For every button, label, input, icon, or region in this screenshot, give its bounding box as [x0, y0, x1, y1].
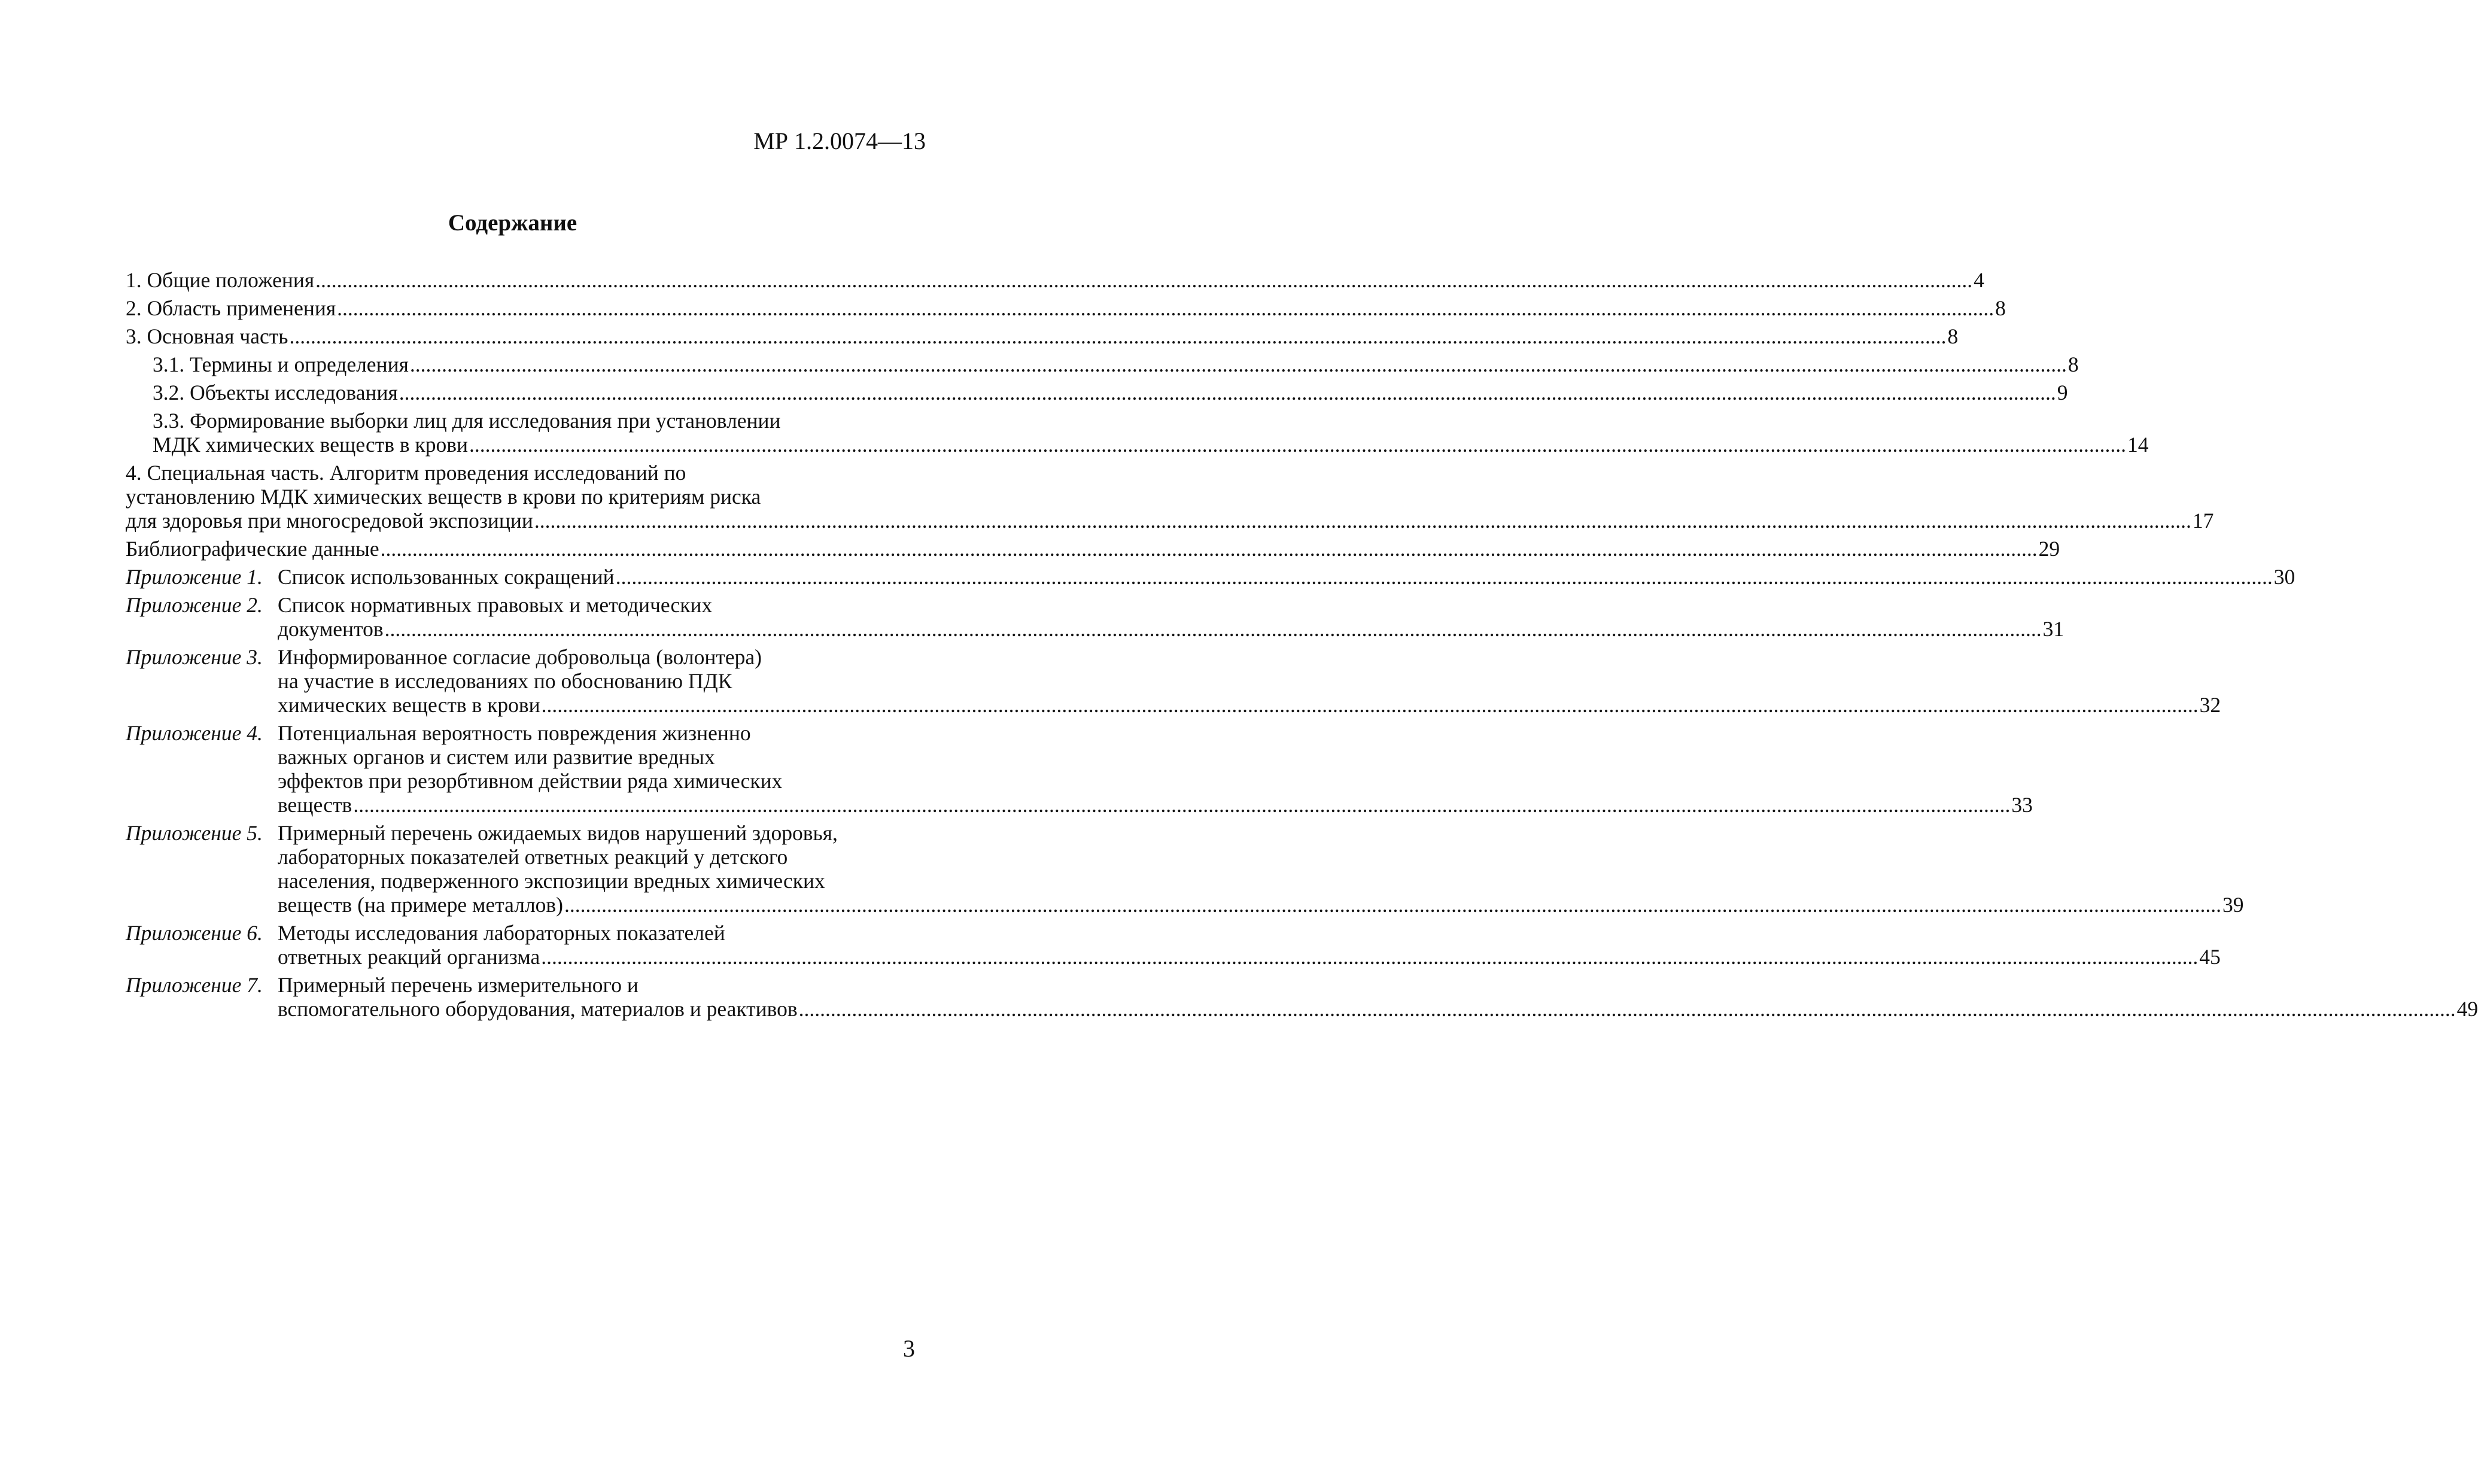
toc-entry-text: Примерный перечень измерительного и: [278, 973, 638, 997]
toc-entry-body: [278, 821, 2244, 917]
toc-entry: [153, 409, 2149, 457]
toc-entry-line: [278, 593, 2064, 617]
toc-entry-text: Потенциальная вероятность повреждения жизненно: [278, 721, 751, 745]
toc-entry-line: [153, 352, 2079, 376]
toc-entry-prefix: Приложение 1.: [126, 565, 263, 589]
toc-entry-line: [126, 461, 2214, 485]
toc-entry: [126, 565, 2295, 589]
toc-entry-text: Библиографические данные: [126, 537, 379, 561]
dot-leader: [353, 793, 2010, 817]
toc-entry-prefix: Приложение 6.: [126, 921, 263, 945]
toc-entry-text: 4. Специальная часть. Алгоритм проведения исследований по: [126, 461, 686, 485]
toc-entry-body: [278, 721, 2033, 817]
toc-entry: [126, 324, 1959, 348]
toc-entry-text: эффектов при резорбтивном действии ряда химических: [278, 769, 783, 793]
dot-leader: [315, 268, 1972, 292]
toc-entry-text: важных органов и систем или развитие вредных: [278, 745, 715, 769]
toc-entry-text: ответных реакций организма: [278, 945, 540, 969]
toc-entry-text: веществ: [278, 793, 352, 817]
toc-page-number: 39: [2222, 893, 2244, 917]
toc-entry-prefix: Приложение 7.: [126, 973, 263, 997]
toc-entry-body: [278, 921, 2221, 969]
toc-entry-body: [153, 352, 2079, 376]
page-title: Содержание: [448, 210, 577, 236]
toc-page-number: 31: [2042, 617, 2065, 641]
toc-entry-body: [278, 645, 2221, 717]
toc-page-number: 29: [2038, 537, 2060, 561]
toc-entry-line: [278, 669, 2221, 693]
toc-page-number: 8: [1947, 324, 1959, 348]
toc-entry-line: [278, 565, 2295, 589]
toc-entry-text: 1. Общие положения: [126, 268, 315, 292]
toc-entry: [126, 721, 2033, 817]
dot-leader: [399, 381, 2056, 405]
toc-entry-line: [278, 793, 2033, 817]
page-number: 3: [903, 1335, 915, 1362]
toc-entry-text: МДК химических веществ в крови: [153, 433, 469, 457]
toc-page-number: 30: [2273, 565, 2295, 589]
toc-entry-line: [153, 409, 2149, 433]
toc-page-number: 49: [2456, 997, 2478, 1021]
toc-entry-text: 3.1. Термины и определения: [153, 352, 409, 376]
toc-entry-text: Список использованных сокращений: [278, 565, 615, 589]
toc-entry-line: [278, 745, 2033, 769]
toc-page-number: 4: [1974, 268, 1984, 292]
toc-entry: [126, 593, 2065, 641]
toc-entry-text: химических веществ в крови: [278, 693, 540, 717]
toc-entry-line: [278, 869, 2244, 893]
toc-entry-body: [153, 381, 2068, 405]
toc-entry-line: [278, 821, 2244, 845]
toc-entry-text: Примерный перечень ожидаемых видов нарушений здоровья,: [278, 821, 838, 845]
toc-entry-line: [278, 645, 2221, 669]
toc-entry-text: документов: [278, 617, 384, 641]
toc-page-number: 9: [2057, 381, 2068, 405]
dot-leader: [410, 352, 2067, 376]
toc-entry: [153, 381, 2068, 405]
toc-entry: [126, 821, 2244, 917]
dot-leader: [799, 997, 2456, 1021]
toc-entry: [126, 921, 2221, 969]
toc-entry-line: [153, 381, 2068, 405]
toc-entry-line: [126, 537, 2060, 561]
toc-entry: [126, 268, 1984, 292]
toc-page-number: 8: [1995, 296, 2006, 320]
toc-entry-text: вспомогательного оборудования, материалов и реактивов: [278, 997, 798, 1021]
dot-leader: [564, 893, 2221, 917]
toc-entry-prefix: Приложение 4.: [126, 721, 263, 745]
toc-entry-prefix: Приложение 3.: [126, 645, 263, 669]
toc-entry-line: [153, 433, 2149, 457]
dot-leader: [534, 509, 2191, 533]
dot-leader: [469, 433, 2126, 457]
toc-entry: [126, 645, 2221, 717]
toc-entry: [126, 296, 2006, 320]
toc-entry-line: [278, 893, 2244, 917]
toc-entry-line: [126, 268, 1984, 292]
toc-entry-text: 3.3. Формирование выборки лиц для исследования при установлении: [153, 409, 781, 433]
toc-page-number: 32: [2199, 693, 2221, 717]
toc-entry-prefix: Приложение 5.: [126, 821, 263, 845]
dot-leader: [289, 324, 1946, 348]
toc-entry-line: [278, 845, 2244, 869]
dot-leader: [542, 693, 2199, 717]
toc-entry: [153, 352, 2079, 376]
toc-entry-body: [126, 296, 2006, 320]
toc-entry-line: [126, 485, 2214, 509]
toc-page-number: 14: [2127, 433, 2149, 457]
toc-entry-line: [278, 997, 2478, 1021]
dot-leader: [337, 296, 1994, 320]
toc-entry-body: [278, 973, 2478, 1021]
toc-entry-body: [126, 324, 1958, 348]
toc-entry-line: [126, 324, 1958, 348]
document-code: МР 1.2.0074—13: [753, 127, 926, 154]
toc-entry-text: 3.2. Объекты исследования: [153, 381, 398, 405]
toc-entry-line: [278, 769, 2033, 793]
toc-entry-line: [278, 721, 2033, 745]
toc-entry-text: веществ (на примере металлов): [278, 893, 563, 917]
toc-entry-line: [278, 945, 2221, 969]
dot-leader: [616, 565, 2273, 589]
toc-entry-line: [278, 617, 2064, 641]
toc-page-number: 33: [2011, 793, 2033, 817]
toc-entry-text: 3. Основная часть: [126, 324, 288, 348]
toc-entry-text: на участие в исследованиях по обоснованию ПДК: [278, 669, 732, 693]
toc-entry-text: 2. Область применения: [126, 296, 336, 320]
toc-entry-text: лабораторных показателей ответных реакций у детского: [278, 845, 788, 869]
toc-entry-body: [278, 565, 2295, 589]
dot-leader: [381, 537, 2038, 561]
toc-entry-line: [126, 509, 2214, 533]
toc-entry: [126, 537, 2060, 561]
toc-entry-line: [278, 693, 2221, 717]
toc-entry-line: [278, 921, 2221, 945]
toc-entry-line: [126, 296, 2006, 320]
toc-entry-body: [153, 409, 2149, 457]
toc-page-number: 45: [2199, 945, 2221, 969]
toc-entry-text: установлению МДК химических веществ в крови по критериям риска: [126, 485, 761, 509]
toc-entry: [126, 973, 2478, 1021]
toc-entry-text: для здоровья при многосредовой экспозиции: [126, 509, 533, 533]
dot-leader: [385, 617, 2042, 641]
toc-entry-body: [278, 593, 2064, 641]
toc-entry-body: [126, 461, 2214, 533]
toc-entry-text: Методы исследования лабораторных показателей: [278, 921, 725, 945]
toc-entry-body: [126, 537, 2060, 561]
toc-entry-line: [278, 973, 2478, 997]
toc-page-number: 17: [2192, 509, 2214, 533]
toc-entry-body: [126, 268, 1984, 292]
toc-page-number: 8: [2067, 352, 2079, 376]
dot-leader: [541, 945, 2198, 969]
toc-entry-prefix: Приложение 2.: [126, 593, 263, 617]
table-of-contents: [126, 268, 2478, 1025]
toc-entry: [126, 461, 2214, 533]
toc-entry-text: Список нормативных правовых и методических: [278, 593, 713, 617]
toc-entry-text: Информированное согласие добровольца (волонтера): [278, 645, 762, 669]
toc-entry-text: населения, подверженного экспозиции вредных химических: [278, 869, 825, 893]
